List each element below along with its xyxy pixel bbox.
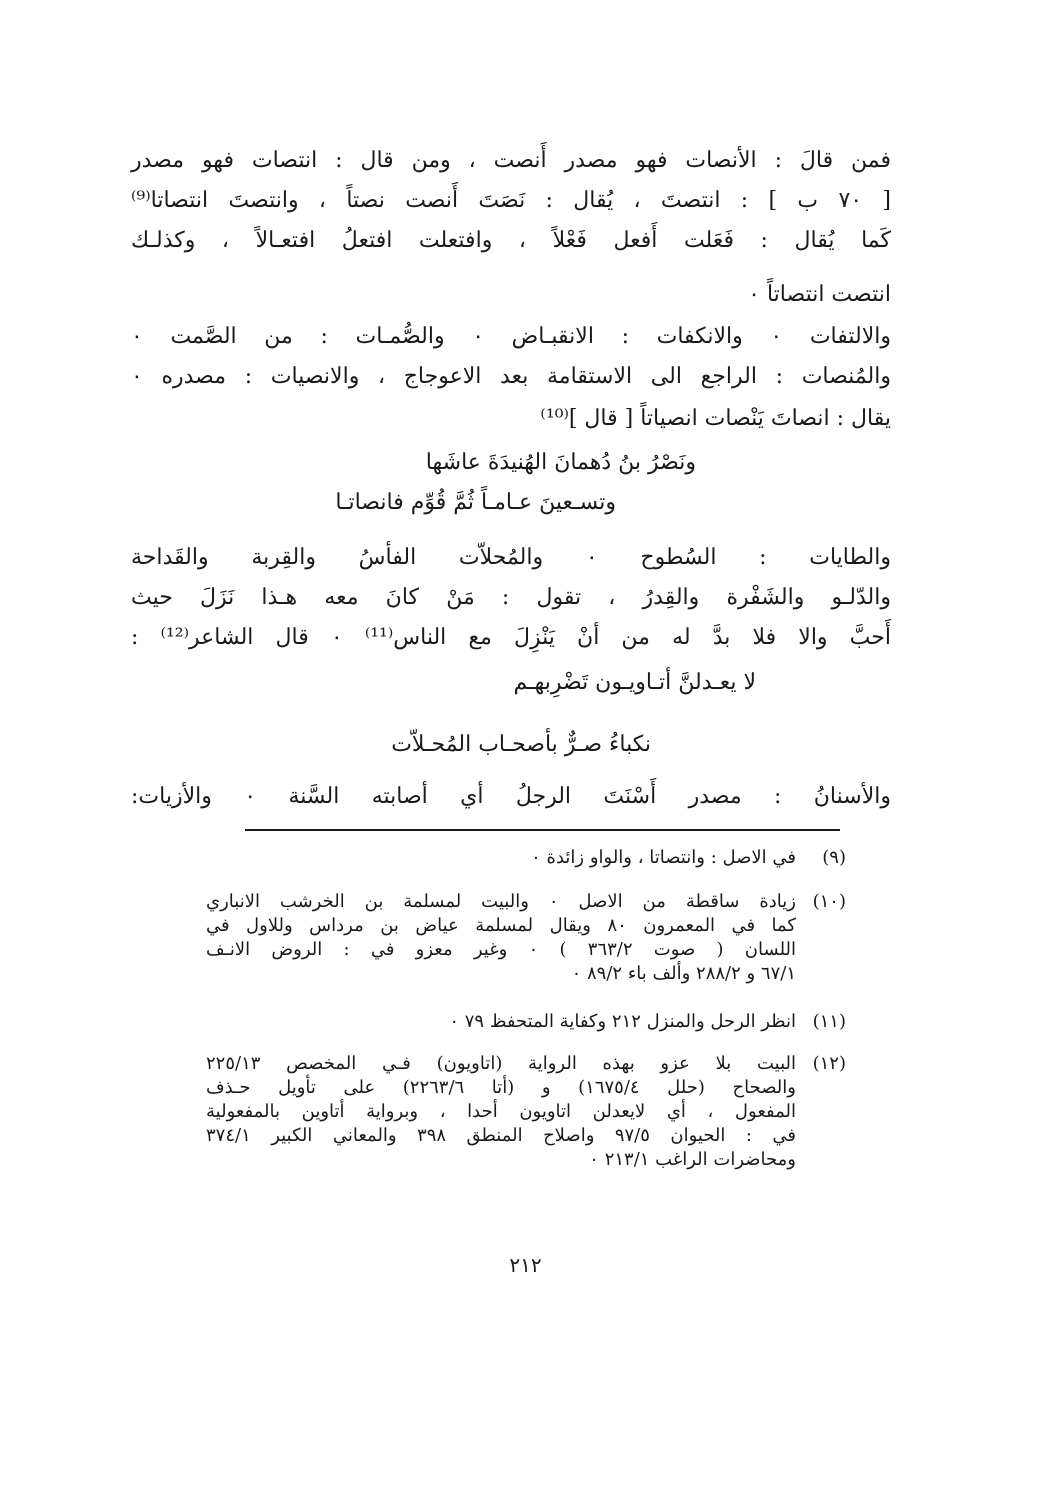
footnote-12 (0, 1052, 1051, 1172)
body-line-6: والمُنصات : الراجع الى الاستقامة بعد الاعوجاج ، والانصيات : مصدره ٠ (131, 364, 891, 389)
body-line-7: يقال : انصاتَ يَنْصات انصياتاً [ قال ]⁽¹⁰⁾ (540, 406, 891, 431)
footnote-text (206, 846, 796, 870)
footnote-line: في الاصل : وانتصاتا ، والواو زائدة ٠ (531, 847, 796, 868)
verse-2-second-hemistich: نكباءُ صـرٌّ بأصحـاب المُحـلاّت (391, 732, 651, 757)
verse-1-first-hemistich: ونَصْرُ بنُ دُهمانَ الهُنيدَةَ عاشَها (425, 450, 696, 475)
footnote-text (206, 1052, 796, 1172)
footnote-line: انظر الرحل والمنزل ٢١٢ وكفاية المتحفظ ٧٩ ٠ (449, 1011, 796, 1032)
footnote-line: في : الحيوان ٩٧/٥ واصلاح المنطق ٣٩٨ والمعاني الكبير ٣٧٤/١ (206, 1125, 796, 1146)
footnote-line: المفعول ، أي لايعدلن اتاويون أحدا ، وبرواية أتاوين بالمفعولية (206, 1101, 796, 1122)
footnote-11 (0, 1010, 1051, 1034)
body-line-11: والأسنانُ : مصدر أَسْنَتَ الرجلُ أي أصابته السَّنة ٠ والأزيات: (131, 784, 891, 809)
footnote-line: كما في المعمرون ٨٠ ويقال لمسلمة عياض بن مرداس وللاول في (206, 915, 797, 936)
footnote-9 (0, 846, 1051, 870)
footnote-line: البيت بلا عزو بهذه الرواية (اتاويون) فـي المخصص ٢٢٥/١٣ (206, 1053, 796, 1074)
footnote-text (206, 1010, 796, 1034)
body-line-2: [ ٧٠ ب ] : انتصتَ ، يُقال : نَصَتَ أَنصت نصتاً ، وانتصتَ انتصاتا⁽⁹⁾ (131, 188, 891, 213)
page-number: ٢١٢ (509, 1253, 542, 1277)
footnote-number: (١٢) (812, 1053, 846, 1074)
footnote-10 (0, 890, 1051, 986)
footnote-line: زيادة ساقطة من الاصل ٠ والبيت لمسلمة بن الخرشب الانباري (206, 891, 796, 912)
verse-1-second-hemistich: وتسـعينَ عـامـاً ثُمَّ قُوِّم فانصاتـا (335, 490, 616, 515)
body-line-3: كَما يُقال : فَعَلت أَفعل فَعْلاً ، وافتعلت افتعلُ افتعـالاً ، وكذلـك (131, 228, 891, 253)
body-line-10: أَحبَّ والا فلا بدَّ له من أنْ يَنْزِلَ مع الناس⁽¹¹⁾ ٠ قال الشاعر⁽¹²⁾ : (131, 625, 891, 650)
body-line-9: والدّلـو والشَفْرة والقِدرُ ، تقول : مَنْ كانَ معه هـذا نَزَلَ حيث (131, 585, 891, 610)
body-line-4: انتصت انتصاتاً ٠ (748, 282, 891, 307)
footnote-text (206, 890, 796, 986)
body-line-1: فمن قالَ : الأنصات فهو مصدر أَنصت ، ومن قال : انتصات فهو مصدر (131, 148, 891, 173)
footnote-line: اللسان ( صوت ٣٦٣/٢ ) ٠ وغير معزو في : الروض الانـف (206, 939, 797, 960)
footnote-line: ٦٧/١ و ٢٨٨/٢ وألف باء ٨٩/٢ ٠ (571, 963, 796, 984)
verse-2-first-hemistich: لا يعـدلنَّ أتـاويـون تَضْرِبهـم (513, 670, 756, 695)
footnote-line: ومحاضرات الراغب ٢١٣/١ ٠ (589, 1149, 796, 1170)
footnote-number: (٩) (822, 847, 846, 868)
body-line-8: والطايات : السُطوح ٠ والمُحلاّت الفأسُ والقِربة والقَداحة (131, 545, 891, 570)
footnote-number: (١١) (812, 1011, 846, 1032)
body-line-5: والالتفات ٠ والانكفات : الانقبـاض ٠ والصُّمـات : من الصَّمت ٠ (131, 324, 891, 349)
footnote-divider (245, 829, 840, 831)
footnote-number: (١٠) (812, 891, 846, 912)
footnote-line: والصحاح (حلل ١٦٧٥/٤) و (أتا ٢٢٦٣/٦) على تأويل حـذف (206, 1077, 796, 1098)
